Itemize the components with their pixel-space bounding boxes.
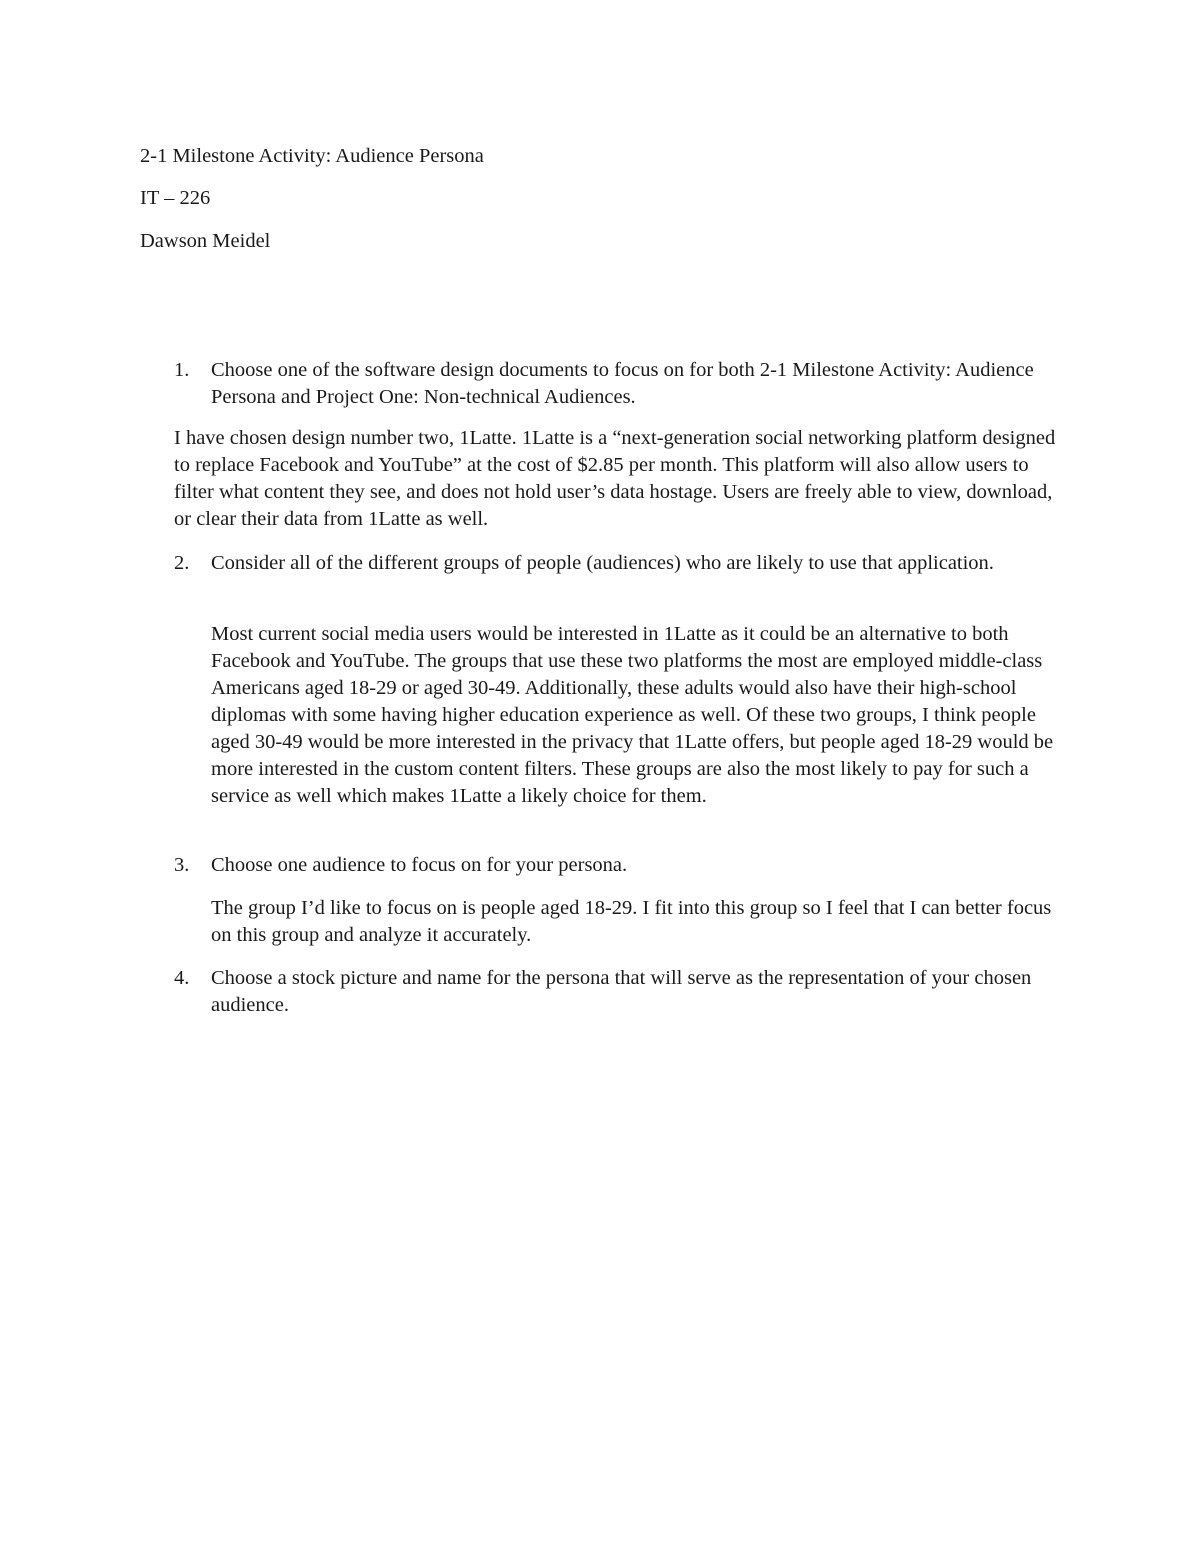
list-number: 3. bbox=[174, 854, 190, 876]
document-title: 2-1 Milestone Activity: Audience Persona bbox=[140, 145, 484, 167]
answer-paragraph-1: I have chosen design number two, 1Latte. 1Latte is a “next-generation social networking platform designed to replace Facebook and YouTube” at the cost of $2.85 per month. This platform will also allow users to filter what content they see, and does not hold user’s data hostage. Users are freely able to view, download, or clear their data from 1Latte as well. bbox=[174, 427, 1056, 530]
list-item-4 bbox=[174, 965, 1054, 1019]
list-item-3 bbox=[174, 852, 1054, 879]
answer-paragraph-3: The group I’d like to focus on is people aged 18-29. I fit into this group so I feel that I can better focus on this group and analyze it accurately. bbox=[211, 897, 1052, 946]
question-text: Choose one audience to focus on for your persona. bbox=[211, 854, 628, 876]
question-text: Consider all of the different groups of people (audiences) who are likely to use that application. bbox=[211, 552, 994, 574]
list-number: 1. bbox=[174, 359, 190, 381]
list-number: 4. bbox=[174, 967, 190, 989]
question-text: Choose one of the software design documents to focus on for both 2-1 Milestone Activity: Audience Persona and Project One: Non-technical Audiences. bbox=[211, 359, 1034, 408]
list-number: 2. bbox=[174, 552, 190, 574]
list-item-1 bbox=[174, 357, 1054, 411]
question-text: Choose a stock picture and name for the persona that will serve as the representation of your chosen audience. bbox=[211, 967, 1032, 1016]
answer-paragraph-2: Most current social media users would be interested in 1Latte as it could be an alternative to both Facebook and YouTube. The groups that use these two platforms the most are employed middle-class Americans aged 18-29 or aged 30-49. Additionally, these adults would also have their high-school diplomas with some having higher education experience as well. Of these two groups, I think people aged 30-49 would be more interested in the privacy that 1Latte offers, but people aged 18-29 would be more interested in the custom content filters. These groups are also the most likely to pay for such a service as well which makes 1Latte a likely choice for them. bbox=[211, 623, 1054, 807]
course-code: IT – 226 bbox=[140, 187, 211, 209]
list-item-2 bbox=[174, 550, 1054, 577]
author-name: Dawson Meidel bbox=[140, 230, 271, 252]
